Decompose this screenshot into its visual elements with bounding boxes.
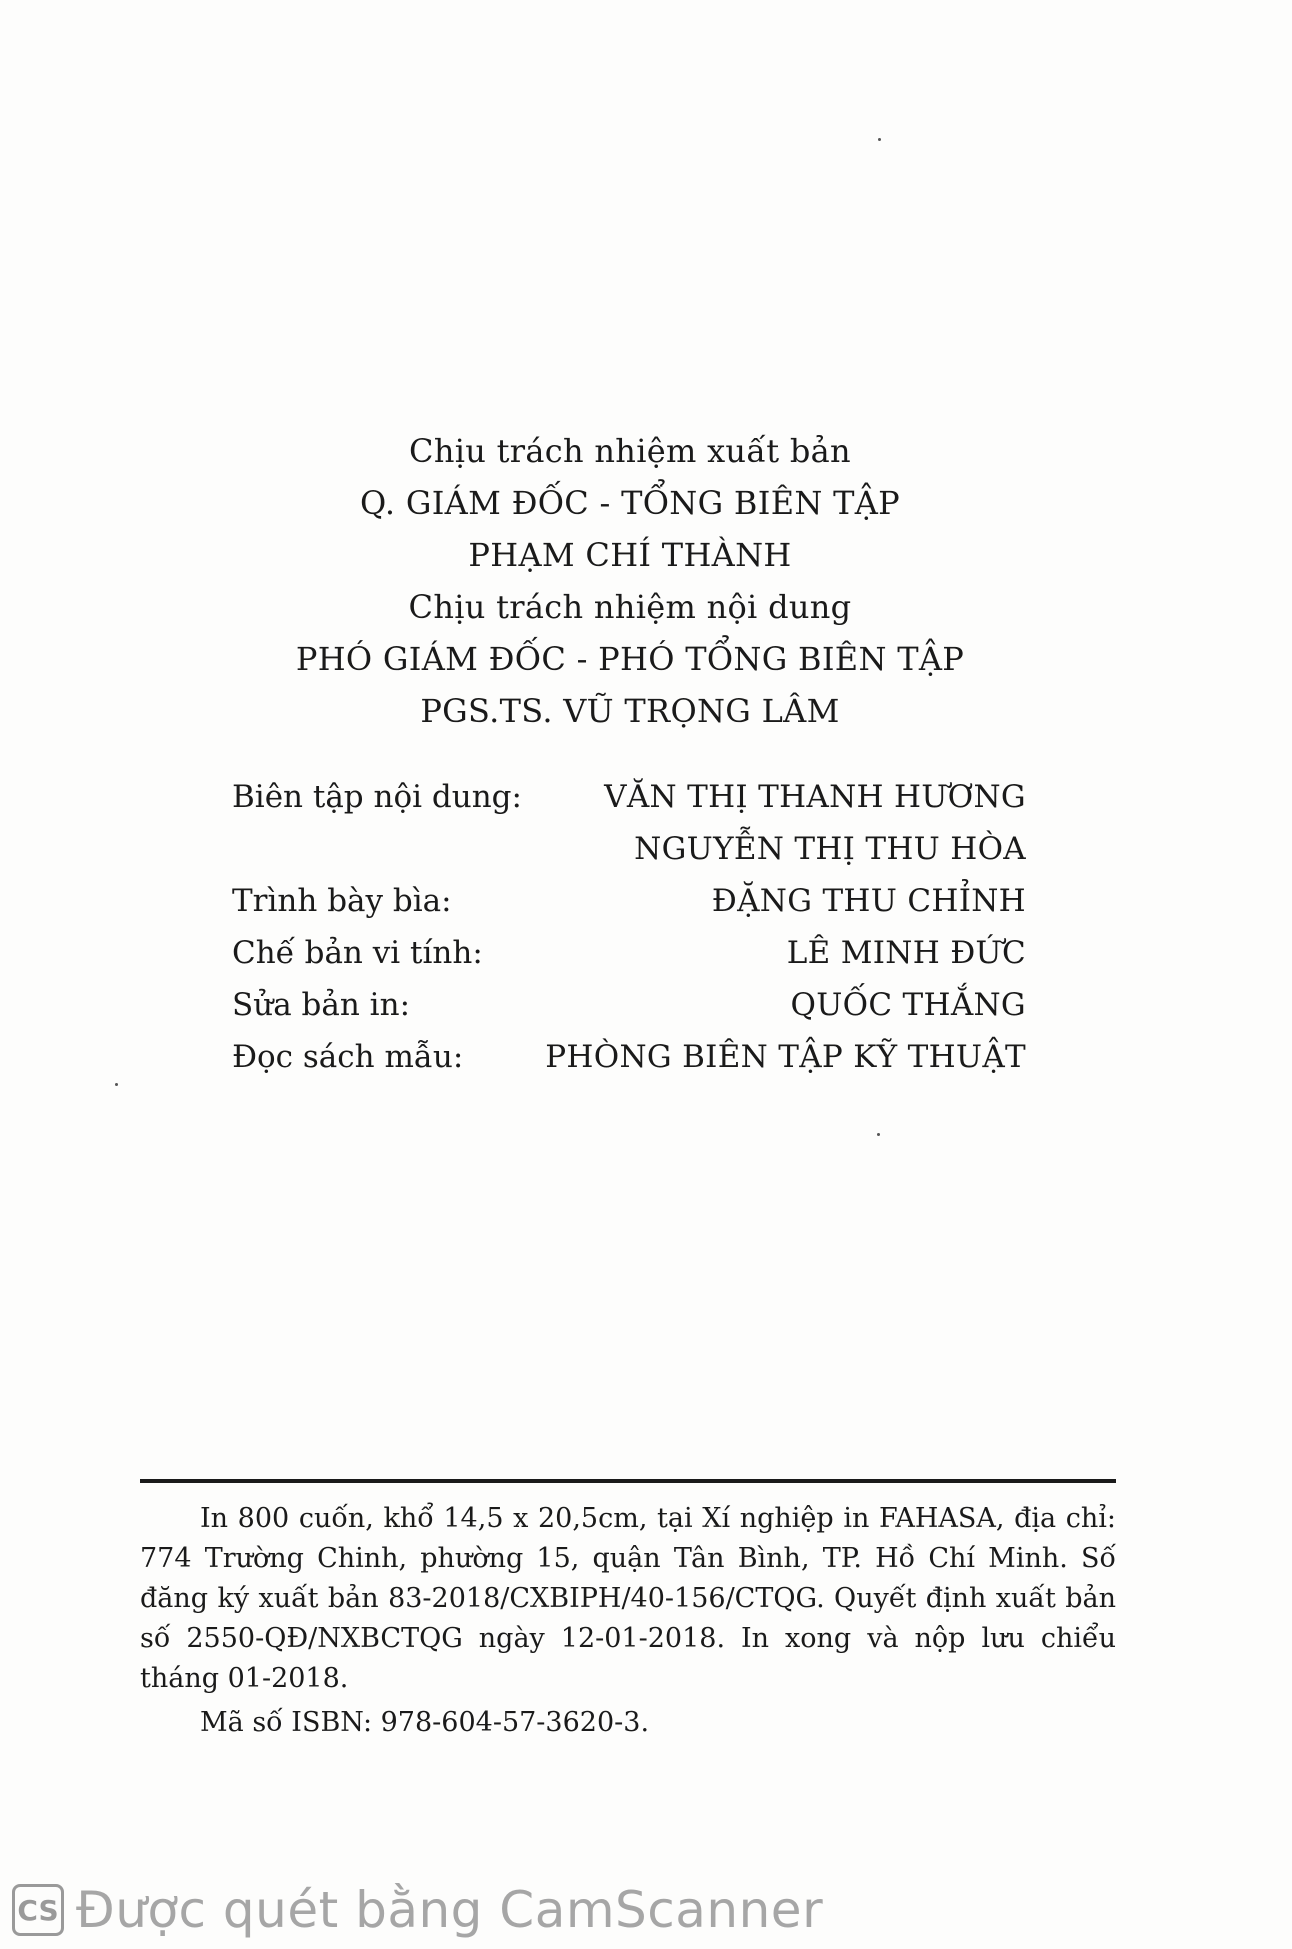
- credit-name: ĐẶNG THU CHỈNH: [711, 883, 1026, 919]
- credits-list: [232, 773, 1026, 1085]
- credit-role: Trình bày bìa:: [232, 883, 452, 919]
- credit-row: [232, 981, 1026, 1033]
- publishing-position: Q. GIÁM ĐỐC - TỔNG BIÊN TẬP: [359, 484, 901, 522]
- publishing-responsibility-label: Chịu trách nhiệm xuất bản: [409, 432, 851, 470]
- isbn: Mã số ISBN: 978-604-57-3620-3.: [200, 1707, 650, 1738]
- credit-name: QUỐC THẮNG: [790, 987, 1026, 1023]
- scan-speck: [115, 1083, 118, 1086]
- credit-role: Chế bản vi tính:: [232, 935, 483, 971]
- credit-name: NGUYỄN THỊ THU HÒA: [634, 831, 1026, 867]
- content-responsibility-label: Chịu trách nhiệm nội dung: [408, 588, 852, 626]
- credit-role: Biên tập nội dung:: [232, 779, 522, 815]
- responsibility-block: [0, 425, 1260, 737]
- credit-row: [232, 877, 1026, 929]
- credit-row: [232, 1033, 1026, 1085]
- scanner-watermark: [12, 1880, 823, 1940]
- content-person: PGS.TS. VŨ TRỌNG LÂM: [420, 692, 840, 730]
- content-position: PHÓ GIÁM ĐỐC - PHÓ TỔNG BIÊN TẬP: [295, 640, 965, 678]
- scan-speck: [878, 138, 881, 141]
- credit-name: LÊ MINH ĐỨC: [786, 935, 1026, 971]
- credit-row: [232, 929, 1026, 981]
- credit-row: [232, 773, 1026, 825]
- credit-role: Sửa bản in:: [232, 987, 411, 1023]
- colophon: [140, 1499, 1116, 1743]
- publishing-person: PHẠM CHÍ THÀNH: [468, 536, 792, 574]
- camscanner-logo-icon: CS: [12, 1884, 64, 1936]
- credit-name: VĂN THỊ THANH HƯƠNG: [604, 779, 1026, 815]
- credit-role: Đọc sách mẫu:: [232, 1039, 464, 1075]
- credit-row: [232, 825, 1026, 877]
- credit-name: PHÒNG BIÊN TẬP KỸ THUẬT: [545, 1039, 1026, 1075]
- colophon-divider: [140, 1479, 1116, 1483]
- watermark-text: Được quét bằng CamScanner: [76, 1881, 824, 1939]
- print-info: In 800 cuốn, khổ 14,5 x 20,5cm, tại Xí nghiệp in FAHASA, địa chỉ: 774 Trường Chinh, phường 15, quận Tân Bình, TP. Hồ Chí Minh. Số đăng ký xuất bản 83-2018/CXBIPH/40-156/CTQG. Quyết định xuất bản số 2550-QĐ/NXBCTQG ngày 12-01-2018. In xong và nộp lưu chiểu tháng 01-2018.: [140, 1503, 1116, 1694]
- scan-speck: [877, 1133, 880, 1136]
